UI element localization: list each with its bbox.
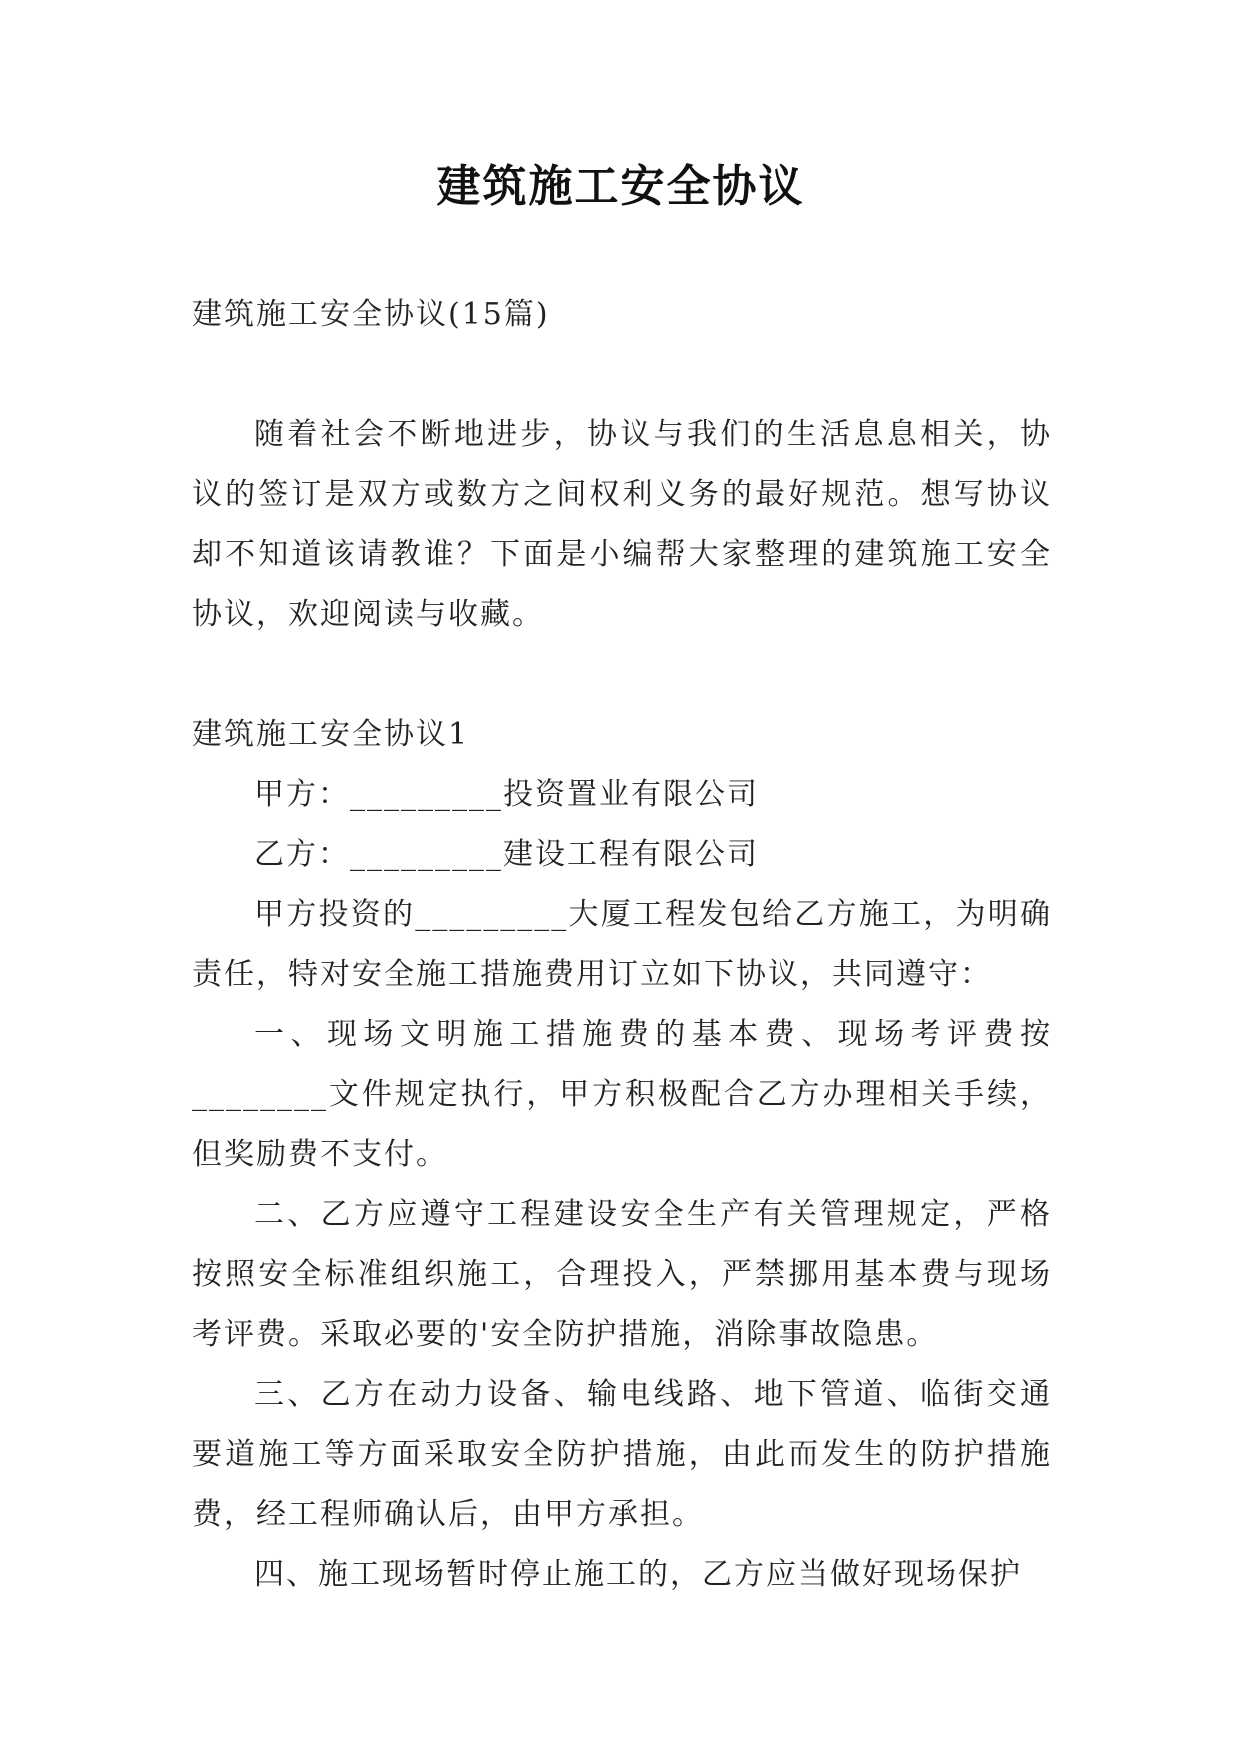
clause-3-paragraph: 三、乙方在动力设备、输电线路、地下管道、临街交通要道施工等方面采取安全防护措施，由此而发生的防护措施费，经工程师确认后，由甲方承担。 — [192, 1377, 1052, 1532]
document-title: 建筑施工安全协议 — [436, 161, 805, 212]
party-a-line: 甲方：_________投资置业有限公司 — [254, 777, 759, 812]
section-heading: 建筑施工安全协议1 — [192, 717, 470, 752]
document-body — [192, 285, 1052, 1605]
preamble-paragraph: 甲方投资的_________大厦工程发包给乙方施工，为明确责任，特对安全施工措施费用订立如下协议，共同遵守： — [192, 897, 1052, 992]
clause-4-paragraph: 四、施工现场暂时停止施工的，乙方应当做好现场保护 — [254, 1557, 1022, 1592]
document-subtitle: 建筑施工安全协议(15篇) — [192, 297, 550, 332]
party-b-line: 乙方：_________建设工程有限公司 — [254, 837, 759, 872]
clause-2-paragraph: 二、乙方应遵守工程建设安全生产有关管理规定，严格按照安全标准组织施工，合理投入，严禁挪用基本费与现场考评费。采取必要的'安全防护措施，消除事故隐患。 — [192, 1197, 1052, 1352]
intro-paragraph: 随着社会不断地进步，协议与我们的生活息息相关，协议的签订是双方或数方之间权利义务的最好规范。想写协议却不知道该请教谁？下面是小编帮大家整理的建筑施工安全协议，欢迎阅读与收藏。 — [192, 417, 1052, 632]
clause-1-paragraph: 一、现场文明施工措施费的基本费、现场考评费按________文件规定执行，甲方积极配合乙方办理相关手续，但奖励费不支付。 — [192, 1017, 1052, 1172]
